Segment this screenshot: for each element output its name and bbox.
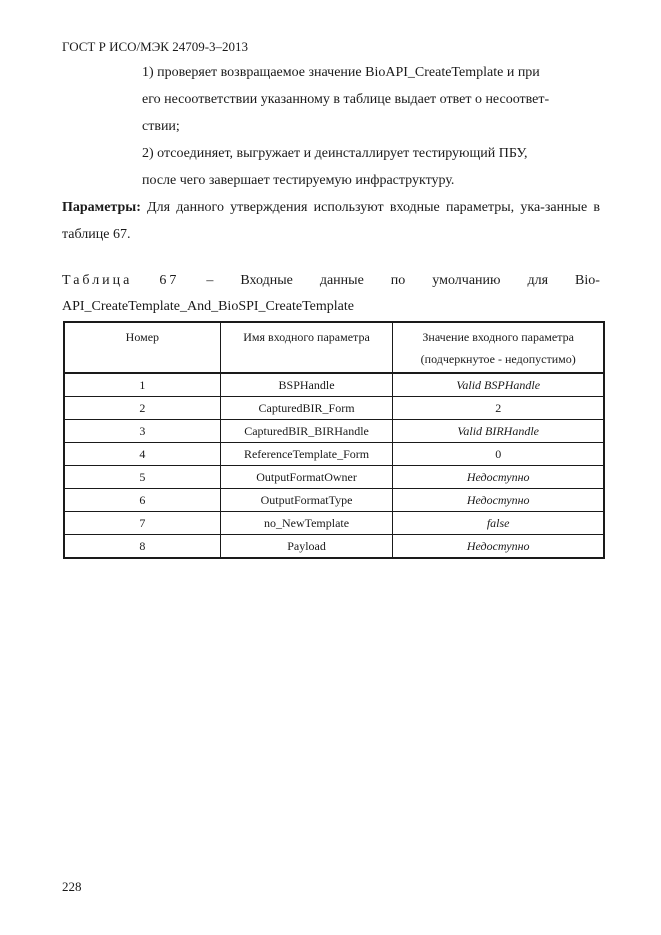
cell-number: 4 bbox=[64, 443, 220, 466]
item-1-line: его несоответствии указанному в таблице выдает ответ о несоответ- bbox=[142, 92, 550, 107]
cell-param-value: Недоступно bbox=[393, 466, 604, 489]
input-parameters-table bbox=[63, 321, 605, 559]
item-2-paragraph bbox=[142, 140, 600, 194]
cell-param-name: ReferenceTemplate_Form bbox=[220, 443, 393, 466]
item-2-line: 2) отсоединяет, выгружает и деинсталлирует тестирующий ПБУ, bbox=[142, 146, 528, 161]
cell-param-value: false bbox=[393, 512, 604, 535]
header-value-line: Значение входного параметра bbox=[422, 330, 574, 344]
cell-param-name: CapturedBIR_Form bbox=[220, 397, 393, 420]
cell-param-name: Payload bbox=[220, 535, 393, 559]
cell-param-name: OutputFormatType bbox=[220, 489, 393, 512]
table-row bbox=[64, 373, 604, 397]
cell-number: 1 bbox=[64, 373, 220, 397]
cell-number: 8 bbox=[64, 535, 220, 559]
table-caption bbox=[62, 268, 600, 320]
caption-word: Bio- bbox=[575, 273, 600, 288]
table-header-row bbox=[64, 322, 604, 373]
cell-param-value: Недоступно bbox=[393, 489, 604, 512]
cell-param-name: no_NewTemplate bbox=[220, 512, 393, 535]
table-row bbox=[64, 512, 604, 535]
table-row bbox=[64, 420, 604, 443]
document-header: ГОСТ Р ИСО/МЭК 24709-3–2013 bbox=[62, 39, 249, 54]
cell-param-value: Недоступно bbox=[393, 535, 604, 559]
parameters-text: Для данного утверждения используют входные параметры, ука-занные в таблице 67. bbox=[62, 200, 600, 242]
caption-word: по bbox=[390, 273, 406, 288]
cell-param-value: Valid BSPHandle bbox=[393, 373, 604, 397]
header-number: Номер bbox=[64, 322, 220, 373]
caption-word: Входные bbox=[240, 273, 293, 288]
cell-param-name: BSPHandle bbox=[220, 373, 393, 397]
table-row bbox=[64, 397, 604, 420]
header-param-name: Имя входного параметра bbox=[220, 322, 393, 373]
cell-number: 5 bbox=[64, 466, 220, 489]
page-number: 228 bbox=[62, 879, 82, 894]
cell-number: 6 bbox=[64, 489, 220, 512]
cell-number: 3 bbox=[64, 420, 220, 443]
caption-line-2: API_CreateTemplate_And_BioSPI_CreateTemplate bbox=[62, 299, 354, 314]
table-row bbox=[64, 535, 604, 559]
table-row bbox=[64, 466, 604, 489]
caption-label: Таблица bbox=[62, 273, 133, 288]
caption-dash: – bbox=[206, 273, 214, 288]
cell-param-value: 0 bbox=[393, 443, 604, 466]
cell-param-name: OutputFormatOwner bbox=[220, 466, 393, 489]
cell-number: 2 bbox=[64, 397, 220, 420]
parameters-paragraph bbox=[62, 194, 600, 248]
cell-number: 7 bbox=[64, 512, 220, 535]
table-row bbox=[64, 489, 604, 512]
item-1-line: ствии; bbox=[142, 119, 180, 134]
caption-word: для bbox=[527, 273, 549, 288]
item-1-paragraph bbox=[142, 59, 600, 140]
cell-param-name: CapturedBIR_BIRHandle bbox=[220, 420, 393, 443]
cell-param-value: 2 bbox=[393, 397, 604, 420]
header-param-value bbox=[393, 322, 604, 373]
header-value-note: (подчеркнутое - недопустимо) bbox=[420, 352, 576, 366]
table-row bbox=[64, 443, 604, 466]
item-1-line: 1) проверяет возвращаемое значение BioAPI_CreateTemplate и при bbox=[142, 65, 540, 80]
caption-number: 67 bbox=[159, 273, 180, 288]
cell-param-value: Valid BIRHandle bbox=[393, 420, 604, 443]
parameters-label: Параметры: bbox=[62, 200, 141, 215]
caption-word: данные bbox=[319, 273, 364, 288]
caption-word: умолчанию bbox=[432, 273, 501, 288]
item-2-line: после чего завершает тестируемую инфраструктуру. bbox=[142, 173, 455, 188]
